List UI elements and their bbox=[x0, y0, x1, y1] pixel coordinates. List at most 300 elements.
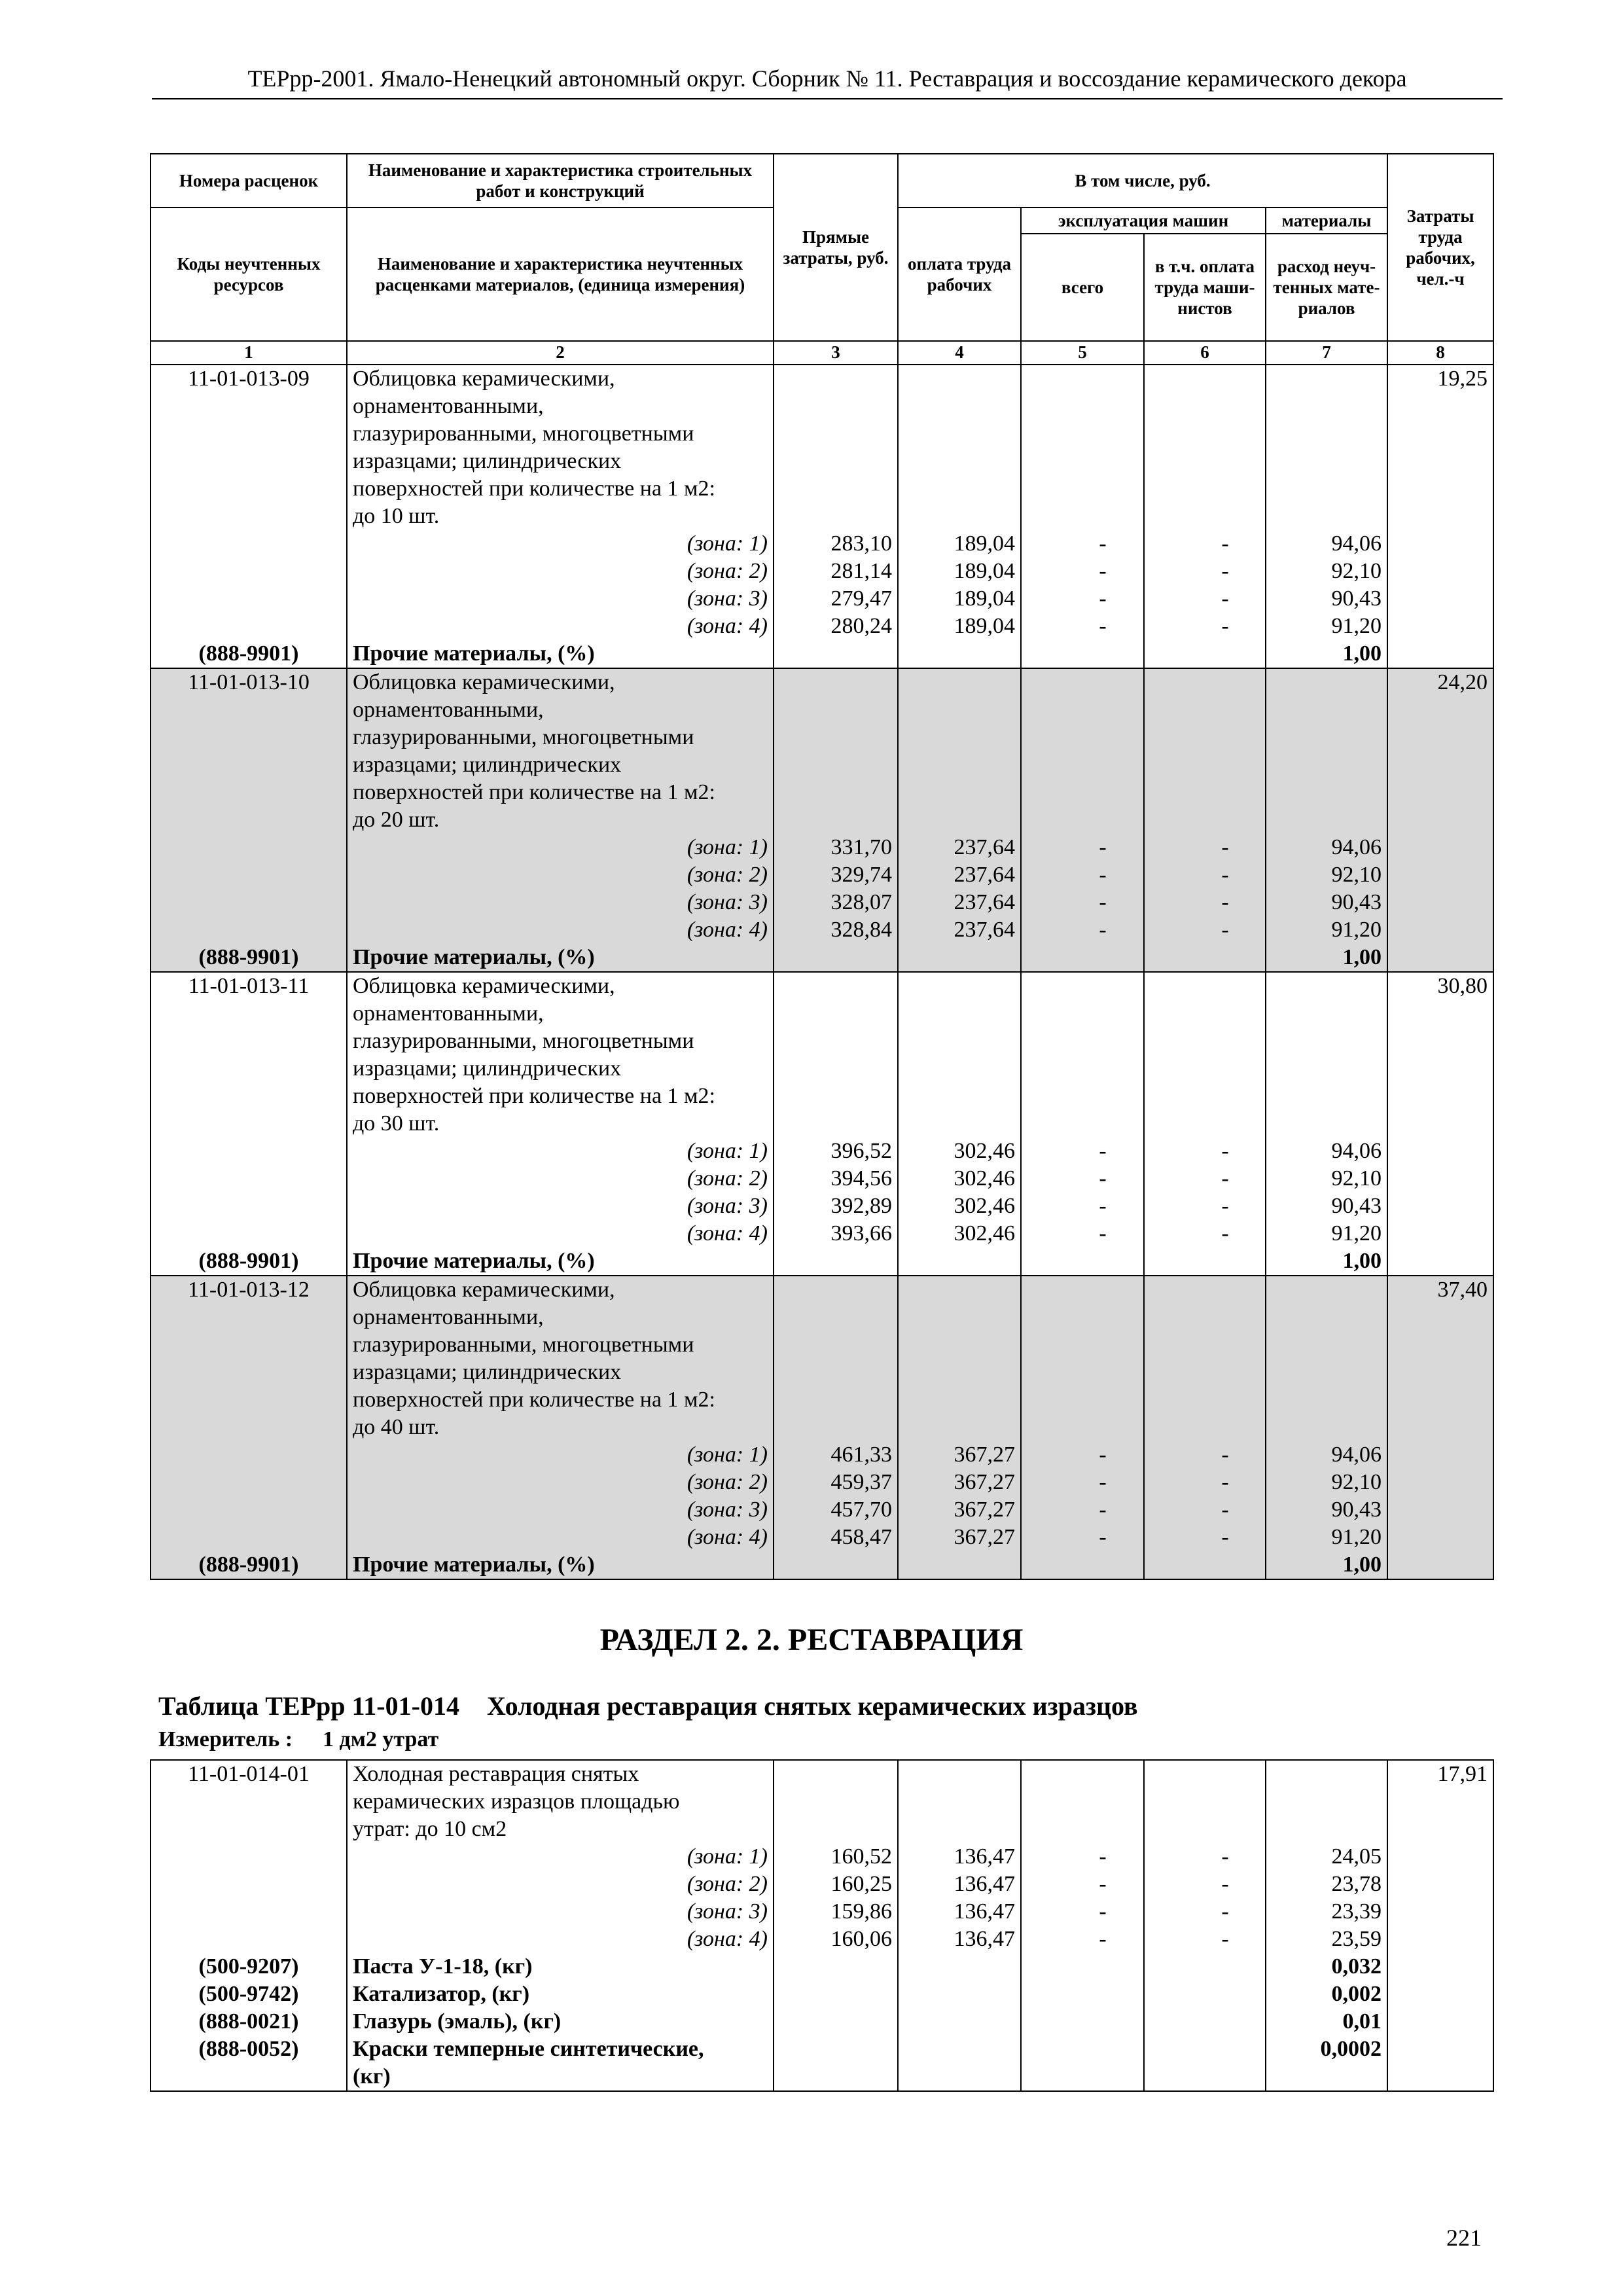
rate-description-line: Холодная реставрация снятых bbox=[347, 1760, 774, 1788]
empty-cell bbox=[1266, 1055, 1387, 1083]
empty-cell bbox=[1021, 1386, 1144, 1414]
empty-cell bbox=[774, 806, 898, 834]
empty-cell bbox=[1144, 751, 1266, 779]
zone-row bbox=[151, 1441, 1493, 1469]
empty-cell bbox=[898, 1788, 1021, 1816]
rate-description-row bbox=[151, 503, 1493, 530]
resource-code: (888-9901) bbox=[151, 1247, 347, 1276]
machinist-wage: - bbox=[1144, 834, 1266, 861]
empty-cell bbox=[1144, 1304, 1266, 1331]
direct-costs: 458,47 bbox=[774, 1524, 898, 1551]
empty-cell bbox=[898, 1414, 1021, 1441]
empty-cell bbox=[898, 1551, 1021, 1579]
direct-costs: 328,07 bbox=[774, 889, 898, 916]
empty-cell bbox=[774, 1760, 898, 1788]
empty-cell bbox=[1266, 1331, 1387, 1359]
empty-cell bbox=[151, 751, 347, 779]
empty-cell bbox=[1144, 1981, 1266, 2008]
resource-row bbox=[151, 1953, 1493, 1981]
materials-costs: 91,20 bbox=[1266, 1220, 1387, 1247]
empty-cell bbox=[1387, 530, 1493, 558]
empty-cell bbox=[1387, 393, 1493, 420]
empty-cell bbox=[151, 585, 347, 613]
empty-cell bbox=[774, 1055, 898, 1083]
empty-cell bbox=[1387, 448, 1493, 475]
rate-description-line: утрат: до 10 см2 bbox=[347, 1816, 774, 1843]
rate-description-line: изразцами; цилиндрических bbox=[347, 751, 774, 779]
header-work-name: Наименование и характеристика строительных работ и конструкций bbox=[347, 154, 774, 207]
machinist-wage: - bbox=[1144, 530, 1266, 558]
resource-row-continued bbox=[151, 2063, 1493, 2091]
empty-cell bbox=[1387, 724, 1493, 751]
resource-row bbox=[151, 1981, 1493, 2008]
rate-description-line: поверхностей при количестве на 1 м2: bbox=[347, 1083, 774, 1110]
empty-cell bbox=[1387, 475, 1493, 503]
wage-costs: 136,47 bbox=[898, 1898, 1021, 1926]
resource-name: Паста У-1-18, (кг) bbox=[347, 1953, 774, 1981]
empty-cell bbox=[1266, 1788, 1387, 1816]
rate-description-row bbox=[151, 1386, 1493, 1414]
empty-cell bbox=[1387, 2036, 1493, 2063]
empty-cell bbox=[151, 558, 347, 585]
zone-label: (зона: 2) bbox=[347, 1871, 774, 1898]
empty-cell bbox=[774, 2036, 898, 2063]
zone-label: (зона: 4) bbox=[347, 613, 774, 640]
rate-code: 11-01-013-11 bbox=[151, 972, 347, 1000]
empty-cell bbox=[1144, 1816, 1266, 1843]
zone-label: (зона: 1) bbox=[347, 1843, 774, 1871]
empty-cell bbox=[1266, 1276, 1387, 1304]
header-wage: оплата труда рабочих bbox=[898, 207, 1021, 341]
empty-cell bbox=[1144, 1760, 1266, 1788]
empty-cell bbox=[151, 916, 347, 944]
machinist-wage: - bbox=[1144, 1871, 1266, 1898]
empty-cell bbox=[898, 640, 1021, 668]
resource-quantity: 1,00 bbox=[1266, 1247, 1387, 1276]
empty-cell bbox=[774, 1788, 898, 1816]
rate-description-line: до 30 шт. bbox=[347, 1110, 774, 1138]
rate-description-line: изразцами; цилиндрических bbox=[347, 1359, 774, 1386]
empty-cell bbox=[1144, 420, 1266, 448]
rate-description-line: изразцами; цилиндрических bbox=[347, 1055, 774, 1083]
empty-cell bbox=[151, 1386, 347, 1414]
empty-cell bbox=[1021, 1551, 1144, 1579]
rate-description-row bbox=[151, 1760, 1493, 1788]
empty-cell bbox=[898, 2008, 1021, 2036]
machinist-wage: - bbox=[1144, 1524, 1266, 1551]
empty-cell bbox=[1387, 1788, 1493, 1816]
empty-cell bbox=[1021, 640, 1144, 668]
zone-row bbox=[151, 834, 1493, 861]
resource-name: Краски темперные синтетические, bbox=[347, 2036, 774, 2063]
machines-total: - bbox=[1021, 530, 1144, 558]
wage-costs: 367,27 bbox=[898, 1496, 1021, 1524]
restoration-body bbox=[151, 1760, 1493, 2091]
empty-cell bbox=[151, 1359, 347, 1386]
zone-label: (зона: 4) bbox=[347, 1220, 774, 1247]
header-incl-group: В том числе, руб. bbox=[898, 154, 1387, 207]
labor-hours: 37,40 bbox=[1387, 1276, 1493, 1304]
column-number: 7 bbox=[1266, 341, 1387, 365]
empty-cell bbox=[1021, 972, 1144, 1000]
rate-description-row bbox=[151, 1000, 1493, 1028]
empty-cell bbox=[774, 1386, 898, 1414]
empty-cell bbox=[151, 475, 347, 503]
empty-cell bbox=[151, 1138, 347, 1165]
machines-total: - bbox=[1021, 1524, 1144, 1551]
empty-cell bbox=[1021, 751, 1144, 779]
zone-row bbox=[151, 1165, 1493, 1193]
empty-cell bbox=[774, 1981, 898, 2008]
machines-total: - bbox=[1021, 834, 1144, 861]
empty-cell bbox=[1387, 558, 1493, 585]
zone-label: (зона: 3) bbox=[347, 889, 774, 916]
rate-description-line: орнаментованными, bbox=[347, 1304, 774, 1331]
empty-cell bbox=[1021, 1304, 1144, 1331]
empty-cell bbox=[1387, 503, 1493, 530]
empty-cell bbox=[151, 1110, 347, 1138]
empty-cell bbox=[1387, 779, 1493, 806]
running-header: ТЕРрр-2001. Ямало-Ненецкий автономный округ. Сборник № 11. Реставрация и воссоздание керамического декора bbox=[152, 60, 1503, 99]
empty-cell bbox=[774, 668, 898, 696]
empty-cell bbox=[1144, 1276, 1266, 1304]
empty-cell bbox=[898, 1760, 1021, 1788]
zone-label: (зона: 2) bbox=[347, 1165, 774, 1193]
empty-cell bbox=[151, 1788, 347, 1816]
empty-cell bbox=[1387, 1000, 1493, 1028]
machinist-wage: - bbox=[1144, 1496, 1266, 1524]
resource-quantity: 0,002 bbox=[1266, 1981, 1387, 2008]
empty-cell bbox=[774, 1953, 898, 1981]
resource-quantity: 1,00 bbox=[1266, 1551, 1387, 1579]
materials-costs: 92,10 bbox=[1266, 1165, 1387, 1193]
rate-description-row bbox=[151, 420, 1493, 448]
materials-costs: 92,10 bbox=[1266, 861, 1387, 889]
zone-row bbox=[151, 1871, 1493, 1898]
resource-code: (888-9901) bbox=[151, 944, 347, 972]
empty-cell bbox=[1387, 1359, 1493, 1386]
header-resource-codes: Коды неучтенных ресурсов bbox=[151, 207, 347, 341]
wage-costs: 367,27 bbox=[898, 1469, 1021, 1496]
empty-cell bbox=[1387, 585, 1493, 613]
empty-cell bbox=[1021, 448, 1144, 475]
empty-cell bbox=[1144, 1551, 1266, 1579]
resource-code: (500-9742) bbox=[151, 1981, 347, 2008]
empty-cell bbox=[774, 696, 898, 724]
empty-cell bbox=[151, 861, 347, 889]
resource-code: (888-9901) bbox=[151, 640, 347, 668]
zone-label: (зона: 4) bbox=[347, 1524, 774, 1551]
empty-cell bbox=[1144, 779, 1266, 806]
empty-cell bbox=[151, 1304, 347, 1331]
materials-costs: 91,20 bbox=[1266, 916, 1387, 944]
empty-cell bbox=[1266, 1304, 1387, 1331]
empty-cell bbox=[774, 1083, 898, 1110]
empty-cell bbox=[774, 365, 898, 393]
header-material-name: Наименование и характеристика неучтенных расценками материалов, (единица измерения) bbox=[347, 207, 774, 341]
empty-cell bbox=[1387, 2008, 1493, 2036]
empty-cell bbox=[1266, 696, 1387, 724]
direct-costs: 160,25 bbox=[774, 1871, 898, 1898]
column-number: 6 bbox=[1144, 341, 1266, 365]
rate-description-line: орнаментованными, bbox=[347, 696, 774, 724]
header-labor-costs: Затраты труда рабочих, чел.-ч bbox=[1387, 154, 1493, 341]
machines-total: - bbox=[1021, 585, 1144, 613]
empty-cell bbox=[1144, 1788, 1266, 1816]
resource-name-continued: (кг) bbox=[347, 2063, 774, 2091]
empty-cell bbox=[1387, 1898, 1493, 1926]
machines-total: - bbox=[1021, 916, 1144, 944]
wage-costs: 136,47 bbox=[898, 1926, 1021, 1953]
materials-costs: 23,39 bbox=[1266, 1898, 1387, 1926]
empty-cell bbox=[898, 1055, 1021, 1083]
zone-label: (зона: 3) bbox=[347, 1193, 774, 1220]
wage-costs: 189,04 bbox=[898, 558, 1021, 585]
rate-description-line: Облицовка керамическими, bbox=[347, 668, 774, 696]
rate-description-row bbox=[151, 668, 1493, 696]
empty-cell bbox=[1021, 696, 1144, 724]
labor-hours: 19,25 bbox=[1387, 365, 1493, 393]
empty-cell bbox=[1021, 1981, 1144, 2008]
wage-costs: 367,27 bbox=[898, 1524, 1021, 1551]
zone-row bbox=[151, 1496, 1493, 1524]
empty-cell bbox=[898, 1386, 1021, 1414]
machinist-wage: - bbox=[1144, 916, 1266, 944]
empty-cell bbox=[1387, 696, 1493, 724]
empty-cell bbox=[151, 1871, 347, 1898]
empty-cell bbox=[151, 393, 347, 420]
empty-cell bbox=[1144, 2036, 1266, 2063]
direct-costs: 328,84 bbox=[774, 916, 898, 944]
empty-cell bbox=[898, 751, 1021, 779]
empty-cell bbox=[1387, 861, 1493, 889]
empty-cell bbox=[1144, 640, 1266, 668]
empty-cell bbox=[1266, 2063, 1387, 2091]
zone-label: (зона: 2) bbox=[347, 558, 774, 585]
empty-cell bbox=[1387, 1953, 1493, 1981]
empty-cell bbox=[1021, 2008, 1144, 2036]
empty-cell bbox=[774, 1304, 898, 1331]
empty-cell bbox=[1021, 475, 1144, 503]
empty-cell bbox=[898, 2063, 1021, 2091]
measure-label: Измеритель : bbox=[158, 1727, 293, 1751]
materials-costs: 94,06 bbox=[1266, 530, 1387, 558]
empty-cell bbox=[151, 530, 347, 558]
direct-costs: 280,24 bbox=[774, 613, 898, 640]
empty-cell bbox=[1387, 1414, 1493, 1441]
empty-cell bbox=[1021, 2063, 1144, 2091]
header-materials: материалы bbox=[1266, 207, 1387, 234]
machines-total: - bbox=[1021, 1843, 1144, 1871]
rate-description-line: изразцами; цилиндрических bbox=[347, 448, 774, 475]
rate-description-row bbox=[151, 696, 1493, 724]
empty-cell bbox=[1266, 1000, 1387, 1028]
rate-code: 11-01-013-12 bbox=[151, 1276, 347, 1304]
zone-row bbox=[151, 1524, 1493, 1551]
zone-label: (зона: 2) bbox=[347, 1469, 774, 1496]
empty-cell bbox=[1021, 724, 1144, 751]
zone-row bbox=[151, 916, 1493, 944]
empty-cell bbox=[1266, 1414, 1387, 1441]
empty-cell bbox=[151, 1469, 347, 1496]
zone-label: (зона: 4) bbox=[347, 1926, 774, 1953]
empty-cell bbox=[1266, 724, 1387, 751]
rate-description-line: Облицовка керамическими, bbox=[347, 1276, 774, 1304]
column-number: 3 bbox=[774, 341, 898, 365]
empty-cell bbox=[774, 1359, 898, 1386]
machinist-wage: - bbox=[1144, 861, 1266, 889]
empty-cell bbox=[1266, 751, 1387, 779]
empty-cell bbox=[1266, 806, 1387, 834]
header-machinist-wage: в т.ч. оплата труда маши-нистов bbox=[1144, 234, 1266, 341]
rate-description-line: орнаментованными, bbox=[347, 393, 774, 420]
resource-code: (888-0021) bbox=[151, 2008, 347, 2036]
empty-cell bbox=[1266, 1760, 1387, 1788]
resource-quantity: 0,01 bbox=[1266, 2008, 1387, 2036]
empty-cell bbox=[1266, 475, 1387, 503]
resource-quantity: 1,00 bbox=[1266, 640, 1387, 668]
empty-cell bbox=[1387, 1551, 1493, 1579]
empty-cell bbox=[1387, 1331, 1493, 1359]
machinist-wage: - bbox=[1144, 585, 1266, 613]
empty-cell bbox=[774, 475, 898, 503]
machines-total: - bbox=[1021, 1926, 1144, 1953]
rate-code: 11-01-013-09 bbox=[151, 365, 347, 393]
empty-cell bbox=[898, 365, 1021, 393]
zone-label: (зона: 2) bbox=[347, 861, 774, 889]
zone-label: (зона: 1) bbox=[347, 834, 774, 861]
empty-cell bbox=[1144, 696, 1266, 724]
empty-cell bbox=[1021, 1359, 1144, 1386]
empty-cell bbox=[774, 1816, 898, 1843]
empty-cell bbox=[898, 1953, 1021, 1981]
zone-label: (зона: 3) bbox=[347, 1496, 774, 1524]
rate-description-row bbox=[151, 1304, 1493, 1331]
column-number: 4 bbox=[898, 341, 1021, 365]
rate-description-row bbox=[151, 1276, 1493, 1304]
empty-cell bbox=[1266, 1110, 1387, 1138]
empty-cell bbox=[1387, 640, 1493, 668]
zone-label: (зона: 3) bbox=[347, 1898, 774, 1926]
resource-code: (500-9207) bbox=[151, 1953, 347, 1981]
rate-description-line: поверхностей при количестве на 1 м2: bbox=[347, 779, 774, 806]
resource-name: Прочие материалы, (%) bbox=[347, 640, 774, 668]
wage-costs: 136,47 bbox=[898, 1843, 1021, 1871]
empty-cell bbox=[1144, 1247, 1266, 1276]
rate-description-row bbox=[151, 1788, 1493, 1816]
empty-cell bbox=[151, 1926, 347, 1953]
empty-cell bbox=[1021, 1028, 1144, 1055]
empty-cell bbox=[1144, 2063, 1266, 2091]
rate-description-row bbox=[151, 1110, 1493, 1138]
rate-description-line: поверхностей при количестве на 1 м2: bbox=[347, 475, 774, 503]
rate-description-row bbox=[151, 1816, 1493, 1843]
direct-costs: 159,86 bbox=[774, 1898, 898, 1926]
rate-description-row bbox=[151, 806, 1493, 834]
zone-row bbox=[151, 1898, 1493, 1926]
empty-cell bbox=[898, 503, 1021, 530]
empty-cell bbox=[1144, 1414, 1266, 1441]
empty-cell bbox=[898, 1247, 1021, 1276]
rate-description-row bbox=[151, 1055, 1493, 1083]
empty-cell bbox=[1021, 1083, 1144, 1110]
empty-cell bbox=[774, 972, 898, 1000]
resource-name: Прочие материалы, (%) bbox=[347, 944, 774, 972]
rate-description-row bbox=[151, 1028, 1493, 1055]
empty-cell bbox=[1021, 1110, 1144, 1138]
empty-cell bbox=[151, 1524, 347, 1551]
empty-cell bbox=[1144, 806, 1266, 834]
resource-quantity: 1,00 bbox=[1266, 944, 1387, 972]
empty-cell bbox=[1144, 724, 1266, 751]
header-machines-total: всего bbox=[1021, 234, 1144, 341]
empty-cell bbox=[1021, 1788, 1144, 1816]
empty-cell bbox=[151, 834, 347, 861]
empty-cell bbox=[1387, 613, 1493, 640]
restoration-table bbox=[150, 1759, 1494, 2092]
labor-hours: 24,20 bbox=[1387, 668, 1493, 696]
zone-row bbox=[151, 861, 1493, 889]
empty-cell bbox=[898, 1110, 1021, 1138]
table-header bbox=[151, 154, 1493, 365]
empty-cell bbox=[774, 1414, 898, 1441]
empty-cell bbox=[774, 944, 898, 972]
rate-description-line: глазурированными, многоцветными bbox=[347, 1028, 774, 1055]
rate-description-row bbox=[151, 365, 1493, 393]
empty-cell bbox=[1144, 1083, 1266, 1110]
empty-cell bbox=[1387, 2063, 1493, 2091]
empty-cell bbox=[1144, 1331, 1266, 1359]
direct-costs: 329,74 bbox=[774, 861, 898, 889]
empty-cell bbox=[1266, 972, 1387, 1000]
empty-cell bbox=[1021, 393, 1144, 420]
empty-cell bbox=[1144, 1359, 1266, 1386]
empty-cell bbox=[898, 1816, 1021, 1843]
rate-description-line: орнаментованными, bbox=[347, 1000, 774, 1028]
column-number: 1 bbox=[151, 341, 347, 365]
empty-cell bbox=[774, 724, 898, 751]
empty-cell bbox=[1021, 668, 1144, 696]
empty-cell bbox=[1266, 1386, 1387, 1414]
header-machines: эксплуатация машин bbox=[1021, 207, 1266, 234]
empty-cell bbox=[1021, 365, 1144, 393]
empty-cell bbox=[1021, 1414, 1144, 1441]
wage-costs: 302,46 bbox=[898, 1165, 1021, 1193]
resource-name: Глазурь (эмаль), (кг) bbox=[347, 2008, 774, 2036]
rate-description-line: поверхностей при количестве на 1 м2: bbox=[347, 1386, 774, 1414]
rates-table bbox=[150, 153, 1494, 1580]
empty-cell bbox=[1387, 1469, 1493, 1496]
wage-costs: 237,64 bbox=[898, 916, 1021, 944]
empty-cell bbox=[898, 1083, 1021, 1110]
machinist-wage: - bbox=[1144, 1926, 1266, 1953]
zone-label: (зона: 3) bbox=[347, 585, 774, 613]
empty-cell bbox=[898, 972, 1021, 1000]
rate-description-row bbox=[151, 475, 1493, 503]
column-number: 2 bbox=[347, 341, 774, 365]
empty-cell bbox=[1266, 393, 1387, 420]
machines-total: - bbox=[1021, 1898, 1144, 1926]
direct-costs: 160,06 bbox=[774, 1926, 898, 1953]
resource-quantity: 0,032 bbox=[1266, 1953, 1387, 1981]
resource-row bbox=[151, 944, 1493, 972]
empty-cell bbox=[1144, 503, 1266, 530]
empty-cell bbox=[151, 448, 347, 475]
empty-cell bbox=[774, 1110, 898, 1138]
empty-cell bbox=[1021, 779, 1144, 806]
rate-code: 11-01-014-01 bbox=[151, 1760, 347, 1788]
materials-costs: 94,06 bbox=[1266, 1441, 1387, 1469]
